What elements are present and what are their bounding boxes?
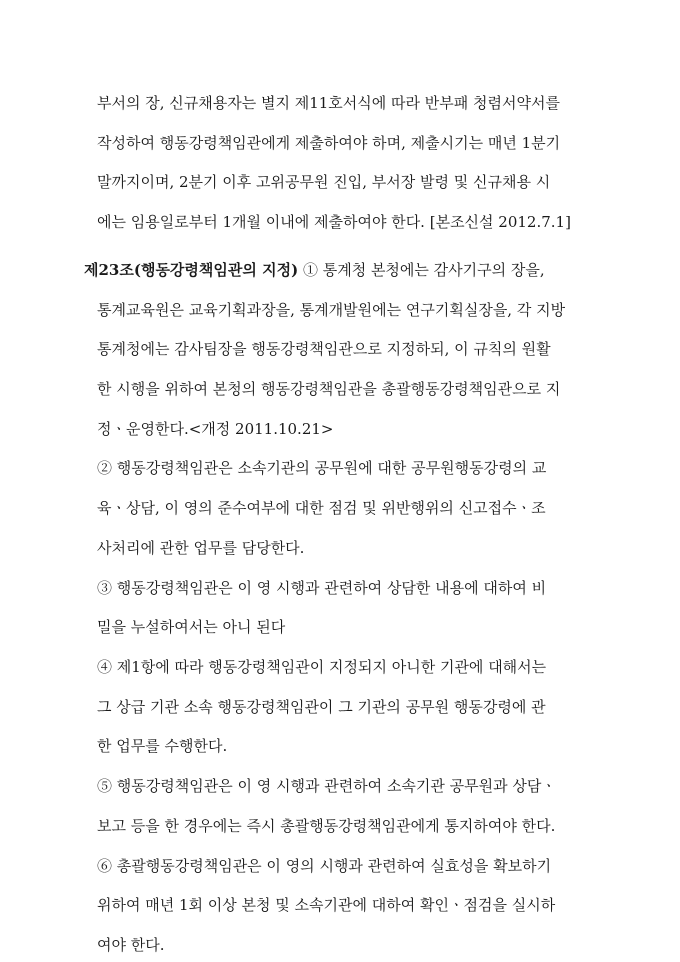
article-para1-start: ① 통계청 본청에는 감사기구의 장을, — [298, 261, 545, 279]
para6-line-2: 위하여 매년 1회 이상 본청 및 소속기관에 대하여 확인ㆍ점검을 실시하 — [97, 896, 556, 914]
intro-line-4: 에는 임용일로부터 1개월 이내에 제출하여야 한다. [본조신설 2012.7.1] — [97, 213, 571, 231]
para2-line-1: ② 행동강령책임관은 소속기관의 공무원에 대한 공무원행동강령의 교 — [97, 459, 547, 477]
para4-line-1: ④ 제1항에 따라 행동강령책임관이 지정되지 아니한 기관에 대해서는 — [97, 658, 547, 676]
para4-line-3: 한 업무를 수행한다. — [97, 737, 228, 755]
intro-line-1: 부서의 장, 신규채용자는 별지 제11호서식에 따라 반부패 청렴서약서를 — [97, 94, 560, 112]
para1-line-3: 통계청에는 감사팀장을 행동강령책임관으로 지정하되, 이 규칙의 원활 — [97, 340, 551, 358]
intro-line-2: 작성하여 행동강령책임관에게 제출하여야 하며, 제출시기는 매년 1분기 — [97, 134, 561, 152]
para2-line-3: 사처리에 관한 업무를 담당한다. — [97, 539, 305, 557]
para1-line-5: 정ㆍ운영한다.<개정 2011.10.21> — [97, 420, 334, 438]
para6-line-1: ⑥ 총괄행동강령책임관은 이 영의 시행과 관련하여 실효성을 확보하기 — [97, 857, 552, 875]
para1-line-2: 통계교육원은 교육기획과장을, 통계개발원에는 연구기획실장을, 각 지방 — [97, 301, 566, 319]
para3-line-2: 밀을 누설하여서는 아니 된다 — [97, 618, 286, 636]
article-heading: 제23조(행동강령책임관의 지정) — [84, 261, 299, 279]
para5-line-2: 보고 등을 한 경우에는 즉시 총괄행동강령책임관에게 통지하여야 한다. — [97, 817, 556, 835]
article-first-line — [84, 260, 680, 280]
para5-line-1: ⑤ 행동강령책임관은 이 영 시행과 관련하여 소속기관 공무원과 상담ㆍ — [97, 777, 556, 795]
para6-line-3: 여야 한다. — [97, 936, 165, 954]
para1-line-4: 한 시행을 위하여 본청의 행동강령책임관을 총괄행동강령책임관으로 지 — [97, 380, 561, 398]
para3-line-1: ③ 행동강령책임관은 이 영 시행과 관련하여 상담한 내용에 대하여 비 — [97, 579, 547, 597]
para2-line-2: 육ㆍ상담, 이 영의 준수여부에 대한 점검 및 위반행위의 신고접수ㆍ조 — [97, 499, 546, 517]
para4-line-2: 그 상급 기관 소속 행동강령책임관이 그 기관의 공무원 행동강령에 관 — [97, 698, 546, 716]
intro-line-3: 말까지이며, 2분기 이후 고위공무원 진입, 부서장 발령 및 신규채용 시 — [97, 173, 551, 191]
